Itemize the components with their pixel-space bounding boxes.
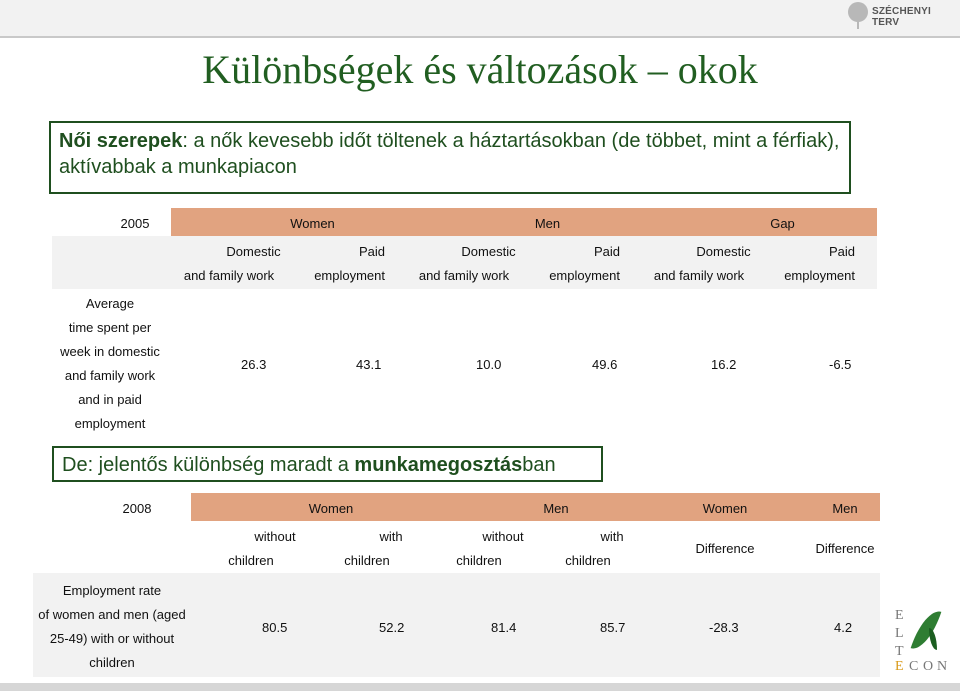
table2-sub4-line2: children [565,553,611,568]
women-roles-box [49,121,851,194]
table2-sub6: Difference [815,541,875,556]
table2-sub4-line1: with [600,529,624,544]
table1-value-men-paid: 49.6 [592,357,618,372]
table1-sub6-line2: employment [784,268,855,283]
elte-econ-logo: E L T E C O N [895,608,948,674]
table2-sub2-line2: children [344,553,390,568]
table1-sub6-line1: Paid [828,244,855,259]
table1-sub5-line2: and family work [653,268,745,283]
division-text-pre: De: jelentős különbség maradt a [62,454,355,476]
division-text-bold: munkamegosztás [354,454,523,476]
table2-value-men-without: 81.4 [491,620,517,635]
table2-sub5: Difference [695,541,755,556]
table2-year: 2008 [122,501,152,516]
women-roles-heading: Női szerepek [59,130,183,152]
bottom-bar [0,683,960,691]
table1-sub3-line2: and family work [418,268,510,283]
top-bar [0,0,960,36]
table2-sub1-line1: without [254,529,296,544]
logo-pin-icon [848,2,868,22]
table1-row-label: Average time spent per week in domestic and family work and in paid employment [60,296,160,431]
table2-value-women-without: 80.5 [262,620,288,635]
table1-sub1-line1: Domestic [226,244,281,259]
table1-sub2-line1: Paid [358,244,385,259]
top-bar-divider [0,36,960,38]
table2-value-women-with: 52.2 [379,620,405,635]
table1-value-women-paid: 43.1 [356,357,382,372]
table1-sub3-line1: Domestic [461,244,516,259]
table1-sub1-line2: and family work [183,268,275,283]
table2-group-women: Women [308,501,354,516]
table1-sub2-line2: employment [314,268,385,283]
table2-sub3-line2: children [456,553,502,568]
table1-group-gap: Gap [770,216,795,231]
table1-value-women-domestic: 26.3 [241,357,267,372]
table2-sub2-line1: with [379,529,403,544]
table1-sub4-line2: employment [549,268,620,283]
table2-sub1-line2: children [228,553,274,568]
slide-title: Különbségek és változások – okok [202,47,758,92]
table2-value-women-difference: -28.3 [709,620,739,635]
table1-value-men-domestic: 10.0 [476,357,502,372]
table2-group-men: Men [543,501,569,516]
table1-value-gap-domestic: 16.2 [711,357,737,372]
table2-value-men-difference: 4.2 [834,620,853,635]
division-of-labour-box [52,446,603,482]
table2-row-label: Employment rate of women and men (aged 25-49) with or without children [38,583,186,670]
table1-group-men: Men [534,216,561,231]
table1-sub5-line1: Domestic [696,244,751,259]
szechenyi-terv-logo [848,2,958,32]
logo-text: SZÉCHENYI TERV [872,6,932,28]
women-roles-text: : a nők kevesebb időt töltenek a háztartásokban (de többet, mint a férfiak), aktívabbak a munkapiacon [59,130,840,178]
table1-year: 2005 [120,216,150,231]
table1-group-women: Women [290,216,335,231]
table2-sub3-line1: without [482,529,524,544]
table1-value-gap-paid: -6.5 [829,357,852,372]
table1-sub4-line1: Paid [593,244,620,259]
division-text-post: ban [522,454,556,476]
table2-value-men-with: 85.7 [600,620,626,635]
table2-group-women-diff: Women [702,501,748,516]
table2-group-men-diff: Men [832,501,858,516]
